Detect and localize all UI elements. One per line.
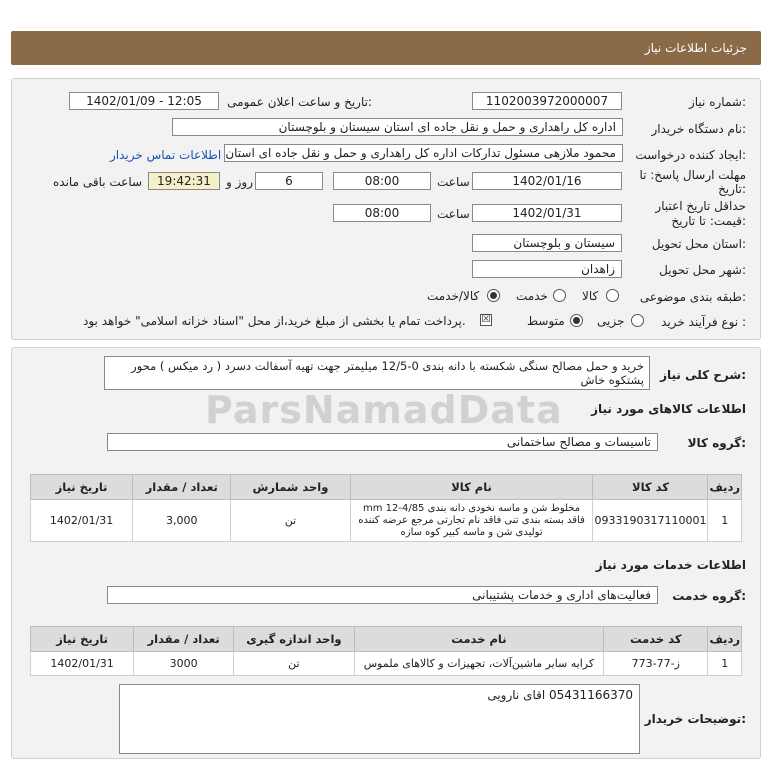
services-col-date: تاریخ نیاز bbox=[31, 627, 134, 652]
goods-cell-unit: تن bbox=[231, 500, 350, 542]
category-radio-service[interactable] bbox=[553, 289, 566, 302]
table-row bbox=[31, 652, 742, 676]
process-radio-medium[interactable] bbox=[570, 314, 583, 327]
category-radio-goods-service[interactable] bbox=[487, 289, 500, 302]
buyer-notes-label: توضیحات خریدار: bbox=[644, 712, 746, 726]
process-option-medium: متوسط bbox=[527, 314, 565, 328]
province-field: سیستان و بلوچستان bbox=[472, 234, 622, 252]
process-label: نوع فرآیند خرید : bbox=[661, 315, 746, 329]
table-row bbox=[31, 500, 742, 542]
category-option-goods-service: کالا/خدمت bbox=[427, 289, 480, 303]
contact-buyer-link[interactable]: اطلاعات تماس خریدار bbox=[110, 148, 222, 162]
services-cell-code: ز-77-773 bbox=[604, 652, 708, 676]
page-title: جزئیات اطلاعات نیاز bbox=[644, 41, 747, 55]
deadline-time-field: 08:00 bbox=[333, 172, 431, 190]
process-radio-minor[interactable] bbox=[631, 314, 644, 327]
days-label: روز و bbox=[226, 175, 253, 189]
services-col-unit: واحد اندازه گیری bbox=[234, 627, 355, 652]
city-field: زاهدان bbox=[472, 260, 622, 278]
services-col-qty: تعداد / مقدار bbox=[134, 627, 234, 652]
need-number-field: 1102003972000007 bbox=[472, 92, 622, 110]
services-cell-row: 1 bbox=[708, 652, 742, 676]
goods-col-name: نام کالا bbox=[350, 475, 593, 500]
announce-label: تاریخ و ساعت اعلان عمومی: bbox=[227, 95, 372, 109]
category-option-service: خدمت bbox=[516, 289, 548, 303]
goods-cell-row: 1 bbox=[708, 500, 742, 542]
category-option-goods: کالا bbox=[582, 289, 599, 303]
goods-cell-qty: 3,000 bbox=[133, 500, 231, 542]
days-field: 6 bbox=[255, 172, 323, 190]
summary-field: خرید و حمل مصالح سنگی شکسته با دانه بندی 0-12/5 میلیمتر جهت تهیه آسفالت دسرد ( رد میکس ) محور پشتکوه خاش bbox=[104, 356, 650, 390]
creator-label: ایجاد کننده درخواست: bbox=[635, 148, 746, 162]
validity-date-field: 1402/01/31 bbox=[472, 204, 622, 222]
payment-note: پرداخت تمام یا بخشی از مبلغ خرید،از محل "اسناد خزانه اسلامی" خواهد بود. bbox=[83, 314, 466, 328]
goods-group-field: تاسیسات و مصالح ساختمانی bbox=[107, 433, 658, 451]
services-cell-unit: تن bbox=[234, 652, 355, 676]
goods-col-qty: تعداد / مقدار bbox=[133, 475, 231, 500]
province-label: استان محل تحویل: bbox=[651, 237, 746, 251]
goods-col-code: کد کالا bbox=[593, 475, 708, 500]
services-cell-date: 1402/01/31 bbox=[31, 652, 134, 676]
deadline-label-2: تاریخ: bbox=[718, 182, 746, 196]
process-option-minor: جزیی bbox=[597, 314, 625, 328]
summary-label: شرح کلی نیاز: bbox=[660, 368, 746, 382]
buyer-org-label: نام دستگاه خریدار: bbox=[651, 122, 746, 136]
services-cell-qty: 3000 bbox=[134, 652, 234, 676]
category-label: طبقه بندی موضوعی: bbox=[639, 290, 746, 304]
goods-group-label: گروه کالا: bbox=[687, 436, 746, 450]
validity-label: حداقل تاریخ اعتبار bbox=[655, 199, 746, 213]
services-cell-name: کرایه سایر ماشین‌آلات، تجهیزات و کالاهای ملموس bbox=[354, 652, 603, 676]
deadline-label: مهلت ارسال پاسخ: تا bbox=[639, 168, 746, 182]
category-radio-goods[interactable] bbox=[606, 289, 619, 302]
buyer-notes-field: 05431166370 اقای نارویی bbox=[119, 684, 640, 754]
watermark: ParsNamadData bbox=[205, 388, 563, 432]
deadline-time-label: ساعت bbox=[437, 175, 470, 189]
goods-col-row: ردیف bbox=[708, 475, 742, 500]
goods-section-title: اطلاعات کالاهای مورد نیاز bbox=[591, 402, 746, 416]
service-group-label: گروه خدمت: bbox=[672, 589, 746, 603]
creator-field: محمود ملازهی مسئول تدارکات اداره کل راهداری و حمل و نقل جاده ای استان bbox=[224, 144, 623, 162]
city-label: شهر محل تحویل: bbox=[659, 263, 746, 277]
announce-field: 1402/01/09 - 12:05 bbox=[69, 92, 219, 110]
service-group-field: فعالیت‌های اداری و خدمات پشتیبانی bbox=[107, 586, 658, 604]
services-col-name: نام خدمت bbox=[354, 627, 603, 652]
remaining-label: ساعت باقی مانده bbox=[53, 175, 143, 189]
validity-time-label: ساعت bbox=[437, 207, 470, 221]
treasury-checkbox[interactable]: ☒ bbox=[481, 314, 491, 325]
goods-cell-code: 0933190317110001 bbox=[593, 500, 708, 542]
remaining-time-field: 19:42:31 bbox=[148, 172, 220, 190]
services-table bbox=[30, 626, 742, 676]
services-col-row: ردیف bbox=[708, 627, 742, 652]
validity-label-2: قیمت: تا تاریخ: bbox=[671, 214, 746, 228]
goods-cell-date: 1402/01/31 bbox=[31, 500, 133, 542]
goods-cell-name: مخلوط شن و ماسه نخودی دانه بندی mm 12-4/85 فاقد بسته بندی تنی فاقد نام تجارتی مرجع عرضه کننده تولیدی شن و ماسه کبیر کوه سازه bbox=[350, 500, 593, 542]
services-col-code: کد خدمت bbox=[604, 627, 708, 652]
goods-table bbox=[30, 474, 742, 542]
goods-col-date: تاریخ نیاز bbox=[31, 475, 133, 500]
buyer-org-field: اداره کل راهداری و حمل و نقل جاده ای استان سیستان و بلوچستان bbox=[172, 118, 623, 136]
deadline-date-field: 1402/01/16 bbox=[472, 172, 622, 190]
services-section-title: اطلاعات خدمات مورد نیاز bbox=[595, 558, 746, 572]
need-number-label: شماره نیاز: bbox=[688, 95, 746, 109]
goods-col-unit: واحد شمارش bbox=[231, 475, 350, 500]
validity-time-field: 08:00 bbox=[333, 204, 431, 222]
page-header bbox=[11, 31, 761, 65]
